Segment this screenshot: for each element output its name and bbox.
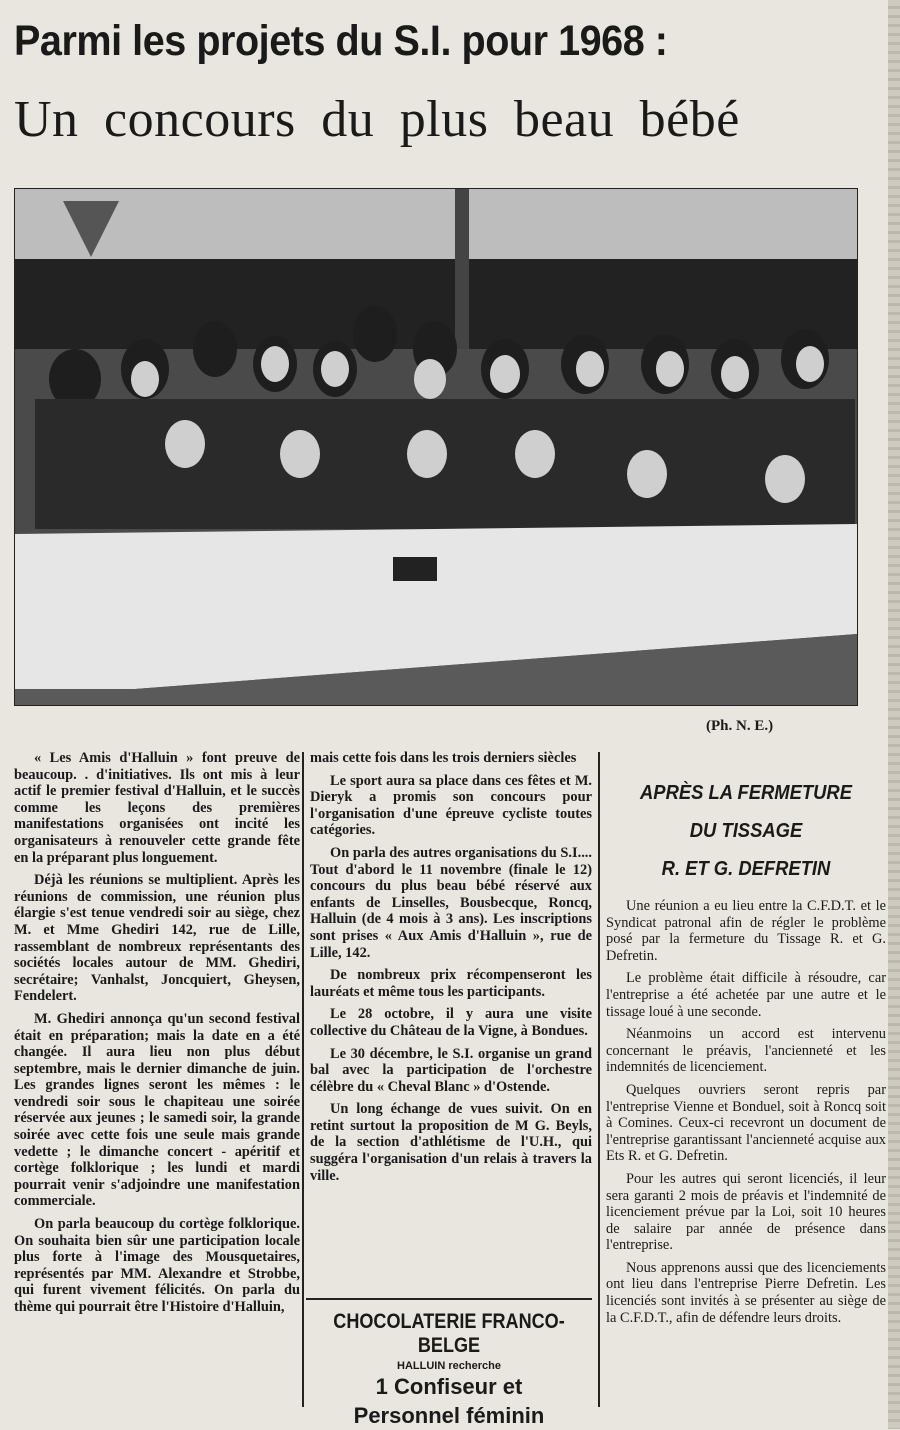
subheadline: Un concours du plus beau bébé	[14, 91, 740, 148]
article-column-2	[310, 750, 592, 1190]
paragraph: Le 30 décembre, le S.I. organise un grand bal avec la participation de l'orchestre célèbre du « Cheval Blanc » d'Ostende.	[310, 1045, 592, 1095]
photo-credit: (Ph. N. E.)	[706, 718, 774, 734]
ad-location: HALLUIN recherche	[397, 1360, 501, 1372]
paragraph: De nombreux prix récompenseront les lauréats et même tous les participants.	[310, 967, 592, 1000]
paragraph: Quelques ouvriers seront repris par l'entreprise Vienne et Bonduel, soit à Roncq soit à Comines. Ceux-ci recevront un document de l'entreprise garantissant l'ancienneté acquise aux Ets R. et G. Defretin.	[606, 1081, 886, 1165]
sidebar-title	[617, 774, 875, 888]
paragraph: Pour les autres qui seront licenciés, il leur sera garanti 2 mois de préavis et l'indemnité de licenciement prévue par la Loi, soit 10 heures de salaire par année de présence dans l'entreprise.	[606, 1170, 886, 1254]
sidebar-title-line: DU TISSAGE	[689, 820, 803, 842]
column-divider	[598, 752, 600, 1407]
paragraph: Le sport aura sa place dans ces fêtes et M. Dieryk a promis son concours pour l'organisation d'une épreuve cycliste toutes catégories.	[310, 772, 592, 839]
ad-top-rule	[306, 1298, 592, 1300]
group-photo	[14, 188, 858, 706]
sidebar-title-line: R. ET G. DEFRETIN	[661, 858, 831, 880]
paragraph: Un long échange de vues suivit. On en retint surtout la proposition de M G. Beyls, de la section d'athlétisme de l'U.H., qui suggéra l'organisation d'un relais à travers la ville.	[310, 1101, 592, 1184]
column-divider	[302, 752, 304, 1407]
paragraph: M. Ghediri annonça qu'un second festival était en préparation; mais la date en a été changée. Il aura lieu non plus début septembre, mais le dernier dimanche de juin. Les grandes lignes seront les mêmes : le vendredi soir sous le chapiteau une soirée réservée aux jeunes ; le samedi soir, la grande soirée avec cette fois une seule mais grande vedette ; le dimanche concert - apéritif et cortège folklorique ; les lundi et mardi pourrait venir s'adjoindre une manifestation commerciale.	[14, 1010, 300, 1210]
advertisement	[306, 1306, 592, 1428]
paragraph: Une réunion a eu lieu entre la C.F.D.T. et le Syndicat patronal afin de régler le problème posé par la fermeture du Tissage R. et G. Defretin.	[606, 898, 886, 964]
paragraph: Déjà les réunions se multiplient. Après les réunions de commission, une réunion plus élargie s'est tenue vendredi soir au siège, chez M. et Mme Ghediri 142, rue de Lille, rassemblant de nombreux représentants des sociétés locales autour de MM. Ghediri, secrétaire; Vanhalst, Joncquiert, Gheysen, Fendelert.	[14, 872, 300, 1005]
paragraph: mais cette fois dans les trois derniers siècles	[310, 750, 577, 766]
sidebar-article	[606, 770, 886, 1332]
paragraph: Le 28 octobre, il y aura une visite collective du Château de la Vigne, à Bondues.	[310, 1006, 592, 1039]
ad-line-2: Personnel féminin	[353, 1403, 545, 1428]
paragraph: Le problème était difficile à résoudre, car l'entreprise a été achetée par une autre et le tissage loué à une seconde.	[606, 970, 886, 1020]
paragraph: Nous apprenons aussi que des licenciements ont lieu dans l'entreprise Pierre Defretin. Les licenciés sont invités à se présenter au siège de la C.F.D.T., afin de défendre leurs droits.	[606, 1259, 886, 1326]
sidebar-title-line: APRÈS LA FERMETURE	[640, 782, 852, 804]
ad-company: CHOCOLATERIE FRANCO-BELGE	[333, 1310, 565, 1357]
paragraph: « Les Amis d'Halluin » font preuve de beaucoup. . d'initiatives. Ils ont mis à leur actif le premier festival d'Halluin, et le succès comme les leçons des premières manifestations organisées ont incité les organisateurs à renouveler cette grande fête en la préparant plus longuement.	[14, 750, 300, 866]
paragraph: On parla des autres organisations du S.I.... Tout d'abord le 11 novembre (finale le 12) concours du plus beau bébé réservé aux enfants de Linselles, Bousbecque, Roncq, Halluin (de 4 mois à 3 ans). Les inscriptions sont prises « Aux Amis d'Halluin », rue de Lille, 142.	[310, 844, 592, 961]
paragraph: Néanmoins un accord est intervenu concernant le préavis, l'ancienneté et les indemnités de licenciement.	[606, 1026, 886, 1076]
paragraph: On parla beaucoup du cortège folklorique. On souhaita bien sûr une participation locale plus forte à l'image des Mousquetaires, représentés par MM. Alexandre et Strobbe, qui furent vivement félicités. On parla du thème qui pourrait être l'Histoire d'Halluin,	[14, 1216, 300, 1315]
ad-line-1: 1 Confiseur et	[375, 1374, 523, 1399]
adjacent-page-edge	[888, 0, 900, 1429]
article-column-1	[14, 750, 300, 1322]
headline: Parmi les projets du S.I. pour 1968 :	[14, 17, 668, 65]
